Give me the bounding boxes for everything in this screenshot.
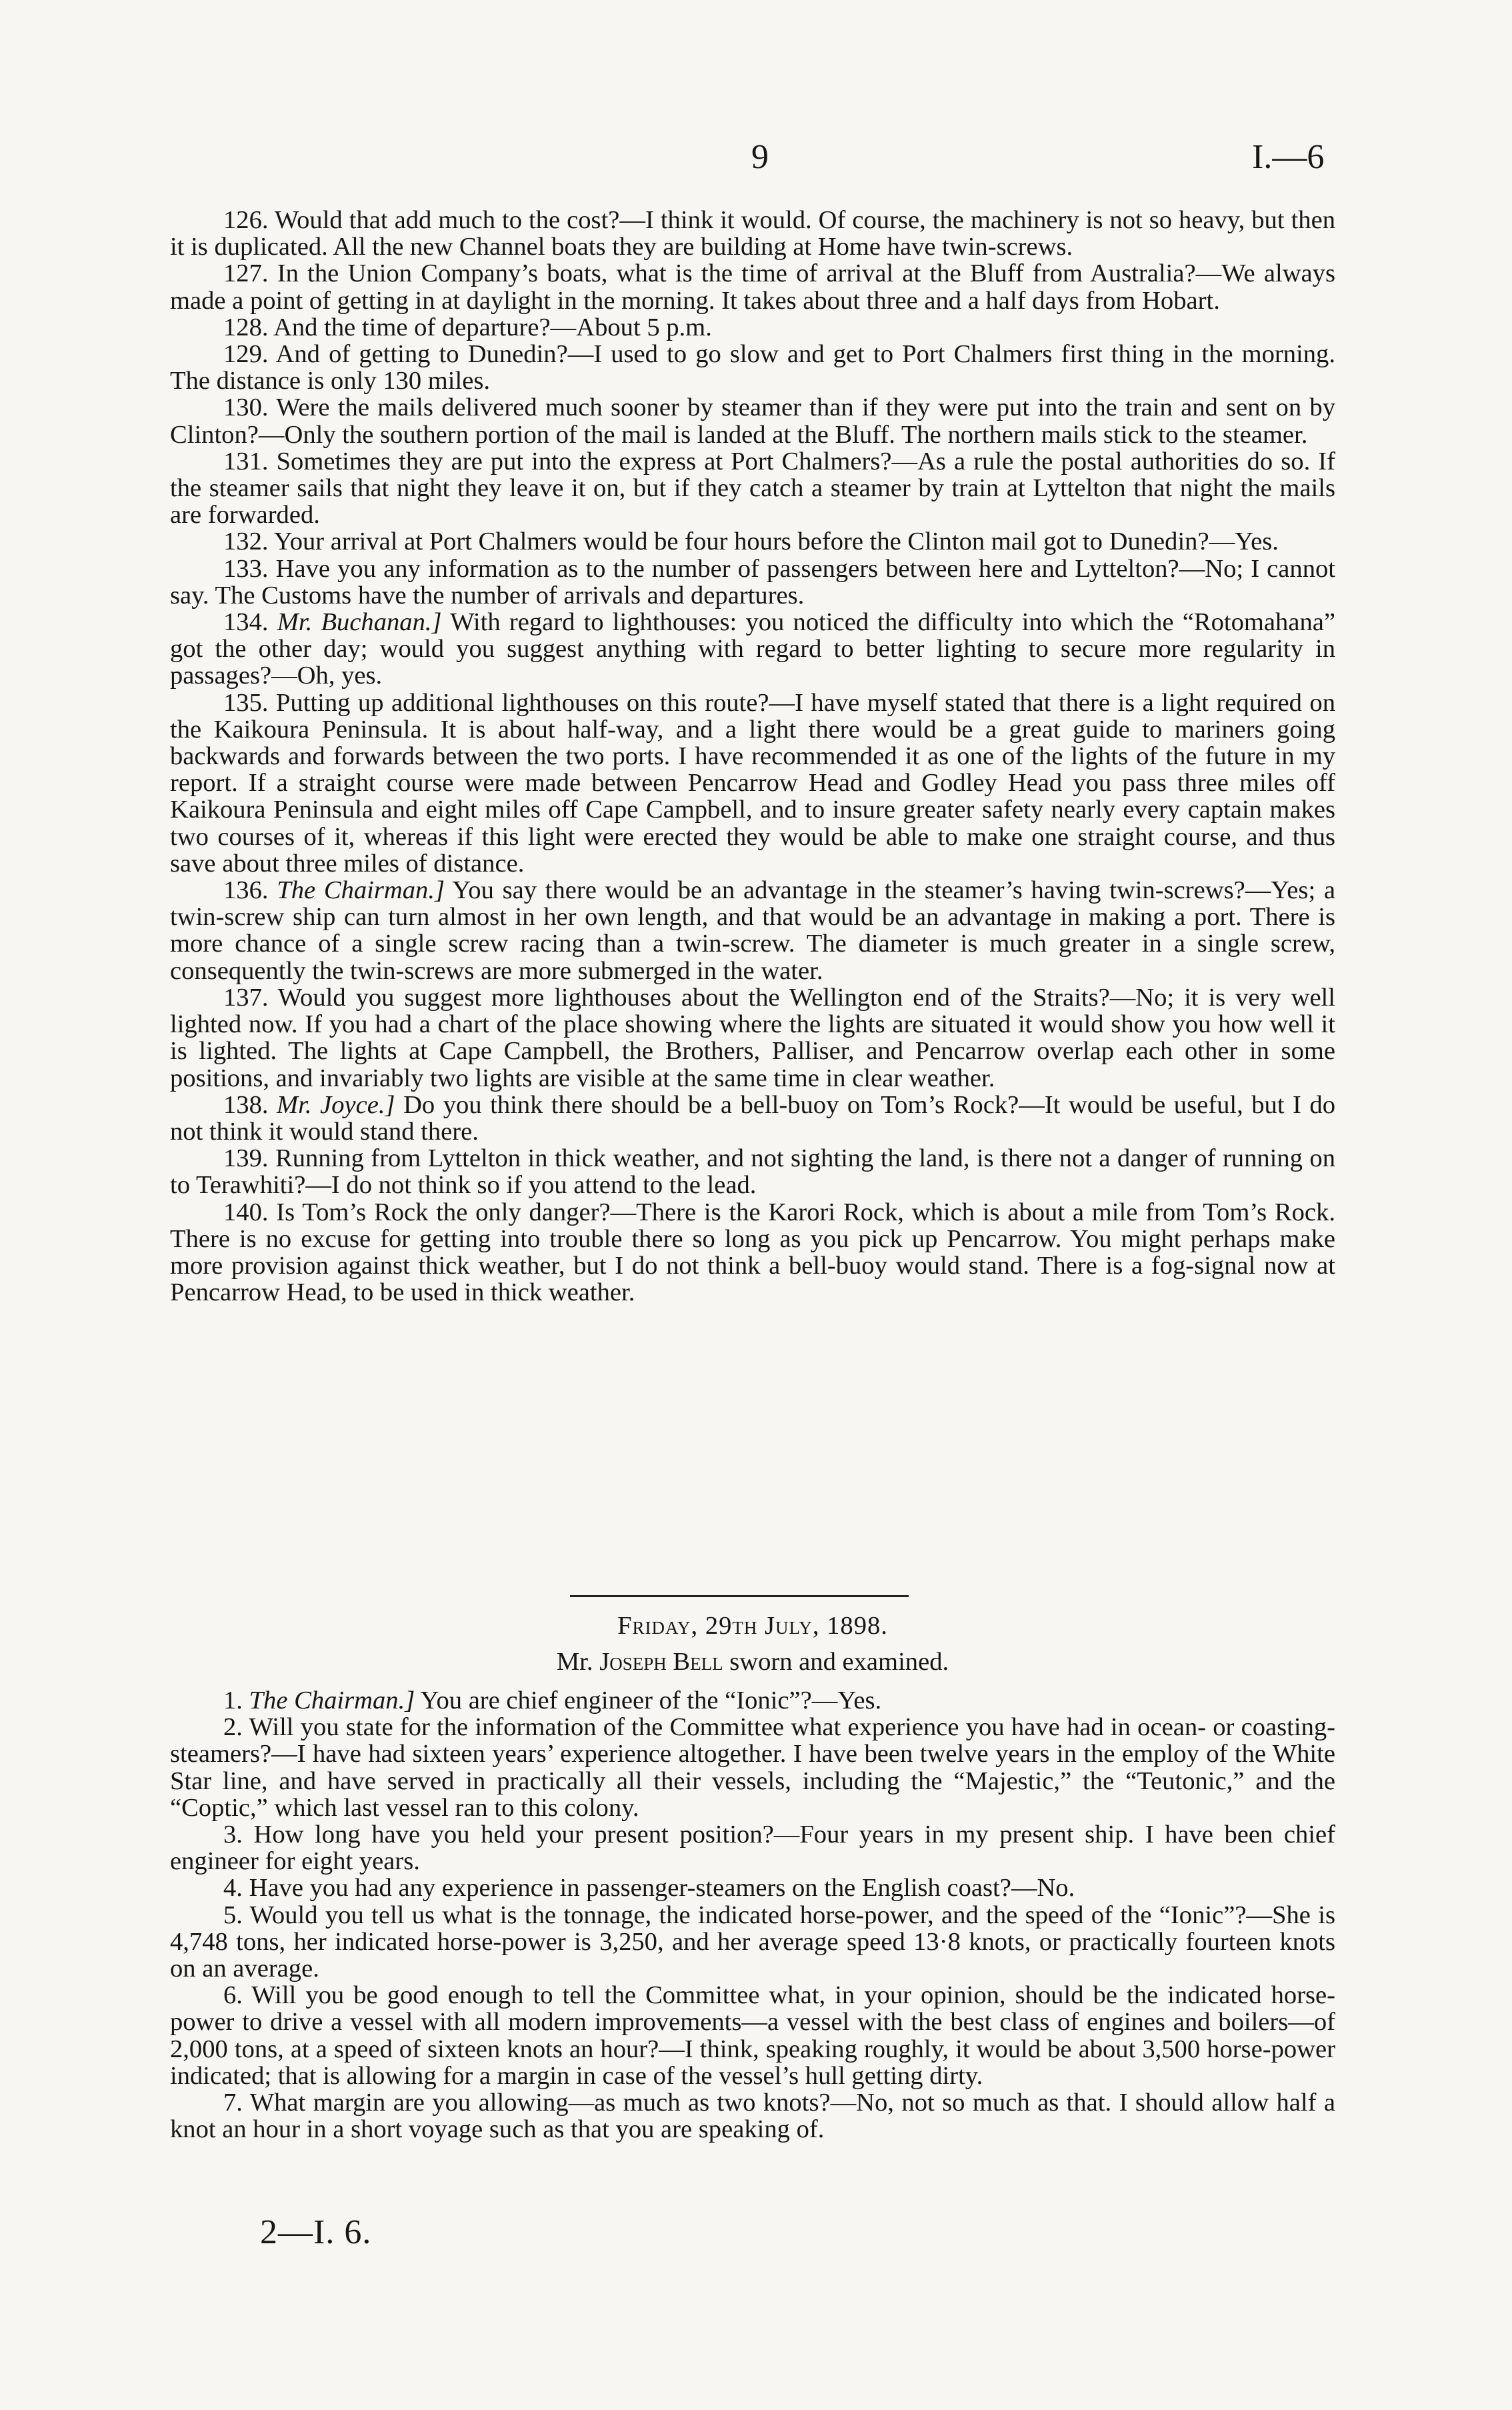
paragraph-text: You say there would be an advantage in the steamer’s having twin-screws?—Yes; a twin-screw ship can turn almost in her own length, and that would be an advantage in making a port. There is more chance of a single screw racing than a twin-screw. The diameter is much greater in a single screw, consequently the twin-screws are more submerged in the water. — [170, 876, 1336, 985]
paragraph-6: 6. Will you be good enough to tell the Committee what, in your opinion, should be the indicated horse-power to drive a vessel with all modern improvements—a vessel with the best class of engines and boilers—of 2,000 tons, at a speed of sixteen knots an hour?—I think, speaking roughly, it would be about 3,500 horse-power indicated; that is allowing for a margin in case of the vessel’s hull getting dirty. — [170, 1981, 1335, 2090]
paragraph-5: 5. Would you tell us what is the tonnage, the indicated horse-power, and the speed of the “Ionic”?—She is 4,748 tons, her indicated horse-power is 3,250, and her average speed 13·8 knots, or practically fourteen knots on an average. — [170, 1901, 1335, 1983]
paragraph-131: 131. Sometimes they are put into the express at Port Chalmers?—As a rule the postal authorities do so. If the steamer sails that night they leave it on, but if they catch a steamer by train at Lyttelton that night the mails are forwarded. — [170, 447, 1335, 529]
paragraph-126: 126. Would that add much to the cost?—I think it would. Of course, the machinery is not so heavy, but then it is duplicated. All the new Channel boats they are building at Home have twin-screws. — [170, 206, 1335, 261]
paragraph-2: 2. Will you state for the information of the Committee what experience you have had in ocean- or coasting-steamers?—I have had sixteen years’ experience altogether. I have been twelve years in the employ of the White Star line, and have served in practically all their vessels, including the “Majestic,” the “Teutonic,” and the “Coptic,” which last vessel ran to this colony. — [170, 1713, 1335, 1822]
paragraph-130: 130. Were the mails delivered much sooner by steamer than if they were put into the train and sent on by Clinton?—Only the southern portion of the mail is landed at the Bluff. The northern mails stick to the steamer. — [170, 393, 1335, 449]
paragraph-134 — [170, 609, 1335, 690]
question-number: 1. — [223, 1686, 243, 1714]
page-reference: I.—6 — [1252, 138, 1325, 176]
evidence-section-two — [170, 1687, 1335, 2143]
session-date-heading: Friday, 29th July, 1898. — [617, 1612, 888, 1640]
paragraph-140: 140. Is Tom’s Rock the only danger?—There is the Karori Rock, which is about a mile from Tom’s Rock. There is no excuse for getting into trouble there so long as you pick up Pencarrow. You might perhaps make more provision against thick weather, but I do not think a bell-buoy would stand. There is a fog-signal now at Pencarrow Head, to be used in thick weather. — [170, 1198, 1335, 1307]
speaker-label: Mr. Joyce.] — [277, 1090, 395, 1119]
question-number: 138. — [223, 1090, 269, 1119]
paragraph-135: 135. Putting up additional lighthouses on this route?—I have myself stated that there is a light required on the Kaikoura Peninsula. It is about half-way, and a light there would be a great guide to mariners going backwards and forwards between the two ports. I have recommended it as one of the lights of the future in my report. If a straight course were made between Pencarrow Head and Godley Head you pass three miles off Kaikoura Peninsula and eight miles off Cape Campbell, and to insure greater safety nearly every captain makes two courses of it, whereas if this light were erected they would be able to make one straight course, and thus save about three miles of distance. — [170, 688, 1335, 878]
witness-heading — [170, 1648, 1335, 1675]
paragraph-138 — [170, 1092, 1335, 1145]
paragraph-7: 7. What margin are you allowing—as much as two knots?—No, not so much as that. I should allow half a knot an hour in a short voyage such as that you are speaking of. — [170, 2089, 1335, 2144]
paragraph-137: 137. Would you suggest more lighthouses about the Wellington end of the Straits?—No; it is very well lighted now. If you had a chart of the place showing where the lights are situated it would show you how well it is lighted. The lights at Cape Campbell, the Brothers, Palliser, and Pencarrow overlap each other in some positions, and invariably two lights are visible at the same time in clear weather. — [170, 983, 1335, 1092]
paragraph-4: 4. Have you had any experience in passenger-steamers on the English coast?—No. — [223, 1874, 1075, 1903]
section-divider — [570, 1595, 909, 1597]
evidence-section-one — [170, 207, 1335, 1306]
page-number: 9 — [751, 138, 769, 176]
paragraph-127: 127. In the Union Company’s boats, what is the time of arrival at the Bluff from Australia?—We always made a point of getting in at daylight in the morning. It takes about three and a half days from Hobart. — [170, 259, 1335, 315]
speaker-label: The Chairman.] — [277, 876, 445, 905]
witness-prefix: Mr. — [556, 1648, 593, 1676]
paragraph-text: You are chief engineer of the “Ionic”?—Yes. — [420, 1686, 882, 1714]
paragraph-1 — [170, 1687, 1335, 1714]
question-number: 136. — [223, 876, 269, 905]
paragraph-136 — [170, 877, 1335, 984]
question-number: 134. — [223, 608, 269, 637]
paragraph-text: With regard to lighthouses: you noticed the difficulty into which the “Rotomahana” got the other day; would you suggest anything with regard to better lighting to secure more regularity in passages?—Oh, yes. — [170, 608, 1335, 690]
signature-mark: 2—I. 6. — [260, 2213, 372, 2251]
paragraph-133: 133. Have you any information as to the number of passengers between here and Lyttelton?—No; I cannot say. The Customs have the number of arrivals and departures. — [170, 554, 1335, 610]
paragraph-3: 3. How long have you held your present position?—Four years in my present ship. I have been chief engineer for eight years. — [170, 1821, 1335, 1876]
paragraph-132: 132. Your arrival at Port Chalmers would be four hours before the Clinton mail got to Dunedin?—Yes. — [223, 527, 1279, 556]
paragraph-text: Do you think there should be a bell-buoy on Tom’s Rock?—It would be useful, but I do not think it would stand there. — [170, 1090, 1335, 1146]
paragraph-128: 128. And the time of departure?—About 5 p.m. — [223, 313, 712, 341]
speaker-label: The Chairman.] — [249, 1686, 415, 1714]
witness-suffix: sworn and examined. — [729, 1648, 949, 1676]
paragraph-139: 139. Running from Lyttelton in thick weather, and not sighting the land, is there not a danger of running on to Terawhiti?—I do not think so if you attend to the lead. — [170, 1144, 1335, 1200]
paragraph-129: 129. And of getting to Dunedin?—I used to go slow and get to Port Chalmers first thing in the morning. The distance is only 130 miles. — [170, 340, 1335, 395]
witness-name: Joseph Bell — [599, 1648, 723, 1676]
speaker-label: Mr. Buchanan.] — [277, 608, 442, 637]
